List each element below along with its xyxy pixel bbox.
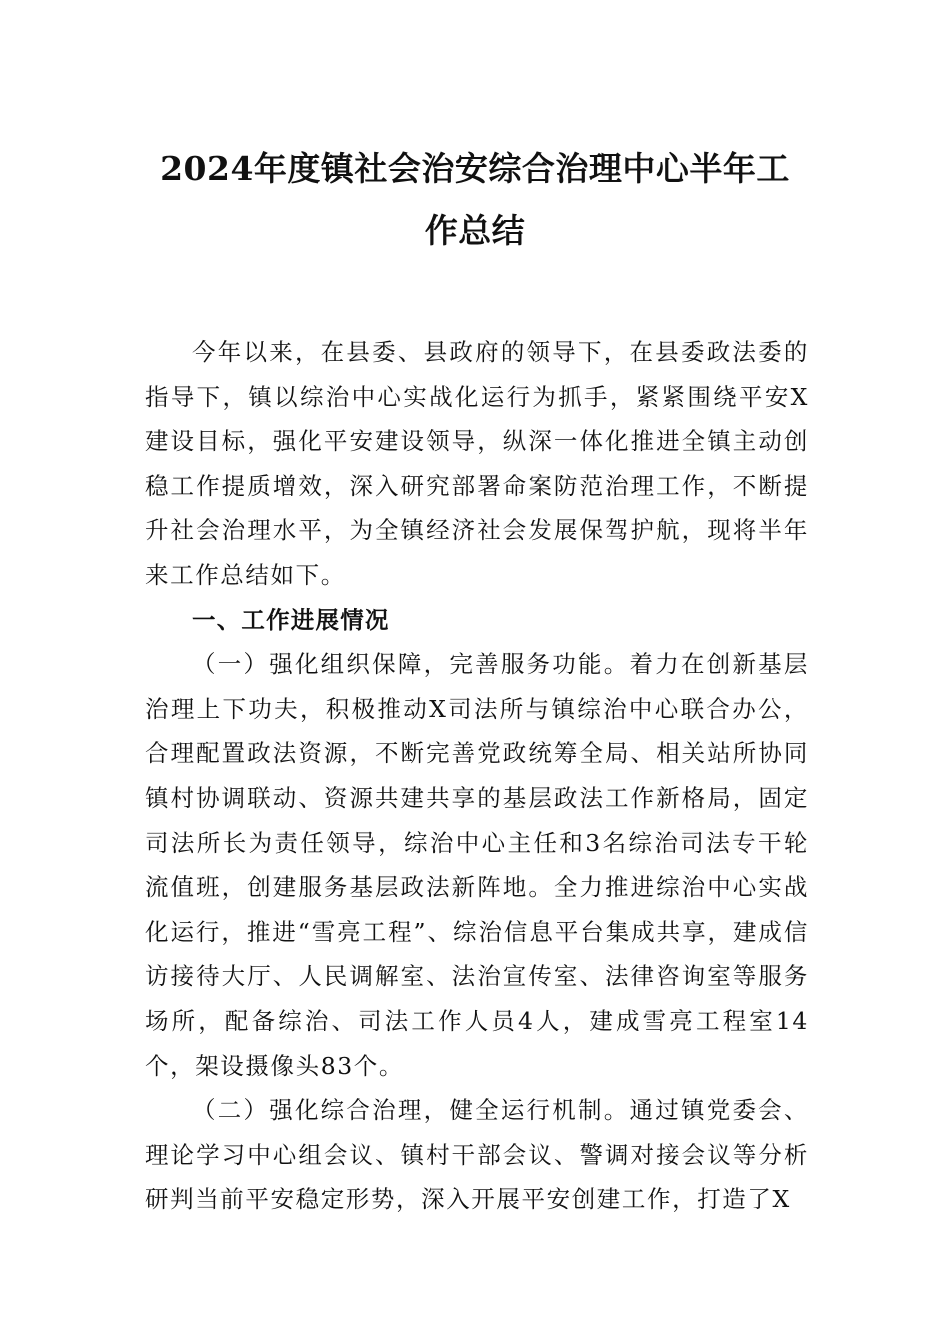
item-lead-1: （一）强化组织保障，完善服务功能。 — [192, 650, 630, 679]
item-body-1: 着力在创新基层治理上下功夫，积极推动X司法所与镇综治中心联合办公，合理配置政法资源，不断完善党政统筹全局、相关站所协同镇村协调联动、资源共建共享的基层政法工作新格局，固定司法所长为责任领导，综治中心主任和3名综治司法专干轮流值班，创建服务基层政法新阵地。全力推进综治中心实战化运行，推进“雪亮工程”、综治信息平台集成共享，建成信访接待大厅、人民调解室、法治宣传室、法律咨询室等服务场所，配备综治、司法工作人员4人，建成雪亮工程室14个，架设摄像头83个。 — [145, 650, 810, 1080]
document-title: 2024年度镇社会治安综合治理中心半年工作总结 — [160, 149, 790, 250]
item-paragraph-1 — [145, 642, 809, 1088]
item-lead-2: （二）强化综合治理，健全运行机制。 — [192, 1096, 630, 1125]
document-body — [145, 330, 809, 1222]
section-heading: 一、工作进展情况 — [192, 605, 390, 634]
item-paragraph-2 — [145, 1088, 809, 1222]
item-body-2: 通过镇党委会、理论学习中心组会议、镇村干部会议、警调对接会议等分析研判当前平安稳定形势，深入开展平安创建工作，打造了X — [145, 1096, 810, 1214]
intro-paragraph: 今年以来，在县委、县政府的领导下，在县委政法委的指导下，镇以综治中心实战化运行为抓手，紧紧围绕平安X建设目标，强化平安建设领导，纵深一体化推进全镇主动创稳工作提质增效，深入研究部署命案防范治理工作，不断提升社会治理水平，为全镇经济社会发展保驾护航，现将半年来工作总结如下。 — [145, 338, 809, 589]
